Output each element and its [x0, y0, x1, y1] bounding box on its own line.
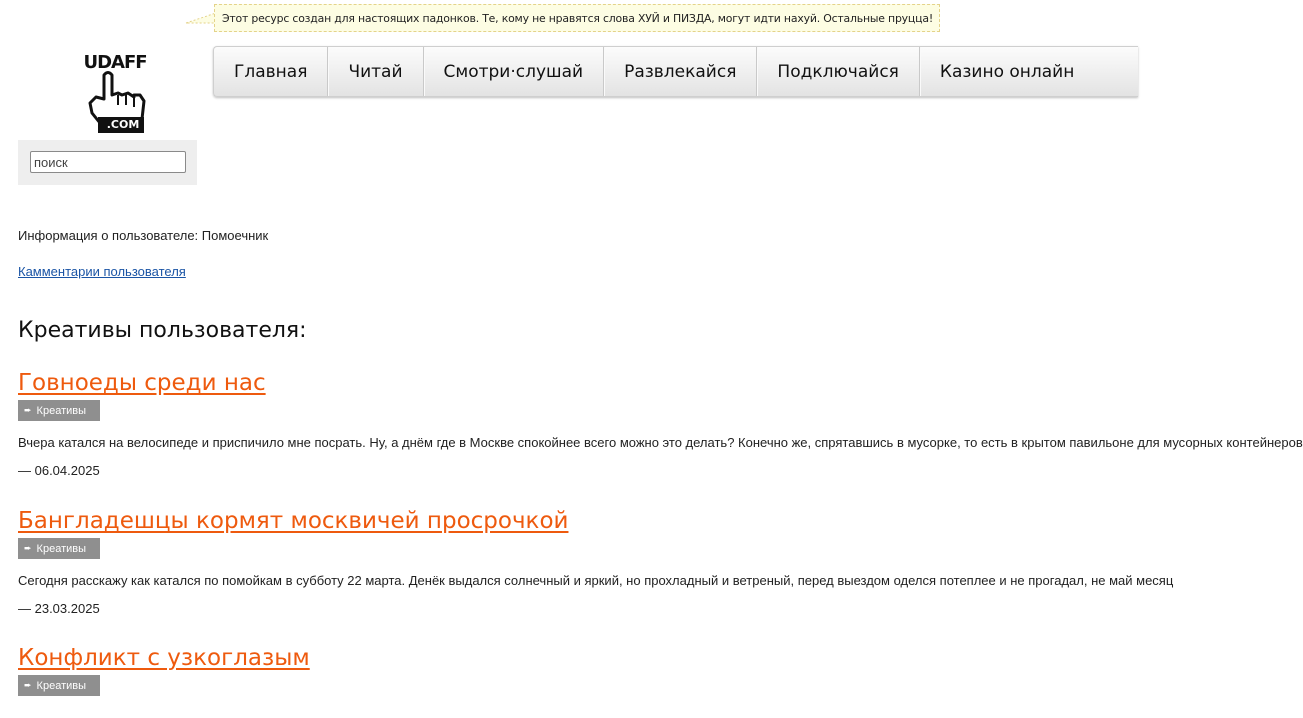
category-tag[interactable] — [18, 675, 100, 696]
warning-banner: Этот ресурс создан для настоящих падонков. Те, кому не нравятся слова ХУЙ и ПИЗДА, могут идти нахуй. Остальные пруцца! — [214, 4, 940, 32]
nav-item-watch-listen[interactable]: Смотри·слушай — [424, 47, 605, 96]
user-info: Информация о пользователе: Помоечник — [18, 228, 269, 243]
nav-item-home[interactable]: Главная — [214, 47, 328, 96]
section-title: Креативы пользователя: — [18, 318, 307, 343]
article-date: — 06.04.2025 — [18, 463, 100, 478]
tag-icon: ➨ — [24, 543, 32, 553]
tag-label: Креативы — [36, 679, 86, 692]
user-comments-link[interactable]: Камментарии пользователя — [18, 264, 186, 279]
tag-icon: ➨ — [24, 405, 32, 415]
article-title[interactable]: Говноеды среди нас — [18, 370, 266, 396]
nav-item-entertainment[interactable]: Развлекайся — [604, 47, 757, 96]
category-tag[interactable] — [18, 538, 100, 559]
article-item — [18, 506, 1174, 616]
category-tag[interactable] — [18, 400, 100, 421]
article-date: — 23.03.2025 — [18, 601, 100, 616]
nav-item-read[interactable]: Читай — [328, 47, 423, 96]
logo-domain: .COM — [106, 118, 140, 131]
site-logo[interactable] — [82, 53, 150, 135]
article-title[interactable]: Бангладешцы кормят москвичей просрочкой — [18, 508, 569, 534]
article-title[interactable]: Конфликт с узкоглазым — [18, 645, 310, 671]
tag-icon: ➨ — [24, 680, 32, 690]
logo-text: UDAFF — [83, 52, 147, 73]
main-nav — [213, 46, 1138, 97]
search-panel — [18, 140, 197, 185]
article-item — [18, 643, 1138, 692]
article-item — [18, 368, 1303, 478]
article-excerpt: Вчера катался на велосипеде и приспичило мне посрать. Ну, а днём где в Москве спокойнее всего можно это делать? Конечно же, спрятавшись в мусорке, то есть в крытом павильоне для мусорных контейнеров — [18, 435, 1303, 450]
tag-label: Креативы — [36, 542, 86, 555]
nav-item-casino[interactable]: Казино онлайн — [939, 61, 1075, 82]
banner-pointer — [186, 12, 216, 24]
search-input[interactable] — [30, 151, 186, 173]
article-excerpt: Сегодня расскажу как катался по помойкам в субботу 22 марта. Денёк выдался солнечный и яркий, но прохладный и ветреный, перед выездом оделся потеплее и не прогадал, не май месяц — [18, 573, 1174, 588]
nav-item-connect[interactable]: Подключайся — [757, 47, 919, 96]
tag-label: Креативы — [36, 404, 86, 417]
